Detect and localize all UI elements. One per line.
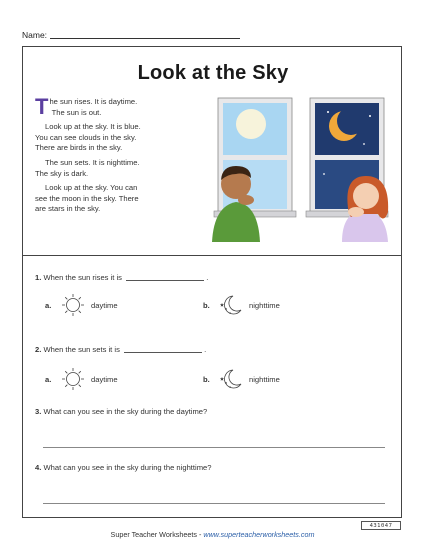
- story-paragraph-2: Look up at the sky. It is blue. You can see clouds in the sky. There are birds in the sky.: [35, 122, 141, 153]
- dropcap-letter: T: [35, 94, 49, 119]
- name-label: Name:: [22, 30, 48, 40]
- name-blank[interactable]: [50, 31, 240, 39]
- choice-1b[interactable]: b. nighttime: [203, 293, 280, 317]
- worksheet-frame: [22, 46, 402, 518]
- story-text: [35, 94, 200, 219]
- story-paragraph-1: The sun rises. It is daytime. The sun is out.: [35, 94, 138, 119]
- sun-icon: [59, 293, 87, 317]
- story-paragraph-3: The sun sets. It is nighttime. The sky is dark.: [35, 157, 140, 178]
- answer-line-4[interactable]: [43, 503, 385, 504]
- footer-link[interactable]: www.superteacherworksheets.com: [203, 530, 315, 539]
- question-2: 2. When the sun sets it is .: [35, 345, 207, 354]
- answer-line-3[interactable]: [43, 447, 385, 448]
- question-3: 3. What can you see in the sky during the daytime?: [35, 407, 208, 416]
- page-title: Look at the Sky: [137, 62, 289, 84]
- answer-blank-1[interactable]: [126, 274, 204, 281]
- name-field[interactable]: [22, 30, 240, 40]
- moon-stars-icon: [217, 293, 245, 317]
- day-window: [214, 98, 296, 217]
- sun-icon: [59, 367, 87, 391]
- children-at-windows-illustration: [206, 94, 396, 242]
- footer-brand: Super Teacher Worksheets -: [110, 530, 204, 539]
- question-1: 1. When the sun rises it is .: [35, 273, 209, 282]
- choice-2b[interactable]: b. nighttime: [203, 367, 280, 391]
- section-divider: [23, 255, 401, 256]
- answer-blank-2[interactable]: [124, 346, 202, 353]
- moon-stars-icon: [217, 367, 245, 391]
- story-paragraph-4: Look up at the sky. You can see the moon in the sky. There are stars in the sky.: [35, 183, 139, 214]
- question-4: 4. What can you see in the sky during the nighttime?: [35, 463, 212, 472]
- choice-2a[interactable]: a. daytime: [45, 367, 118, 391]
- worksheet-code: 431047: [361, 521, 401, 530]
- footer: [0, 530, 425, 539]
- choice-1a[interactable]: a. daytime: [45, 293, 118, 317]
